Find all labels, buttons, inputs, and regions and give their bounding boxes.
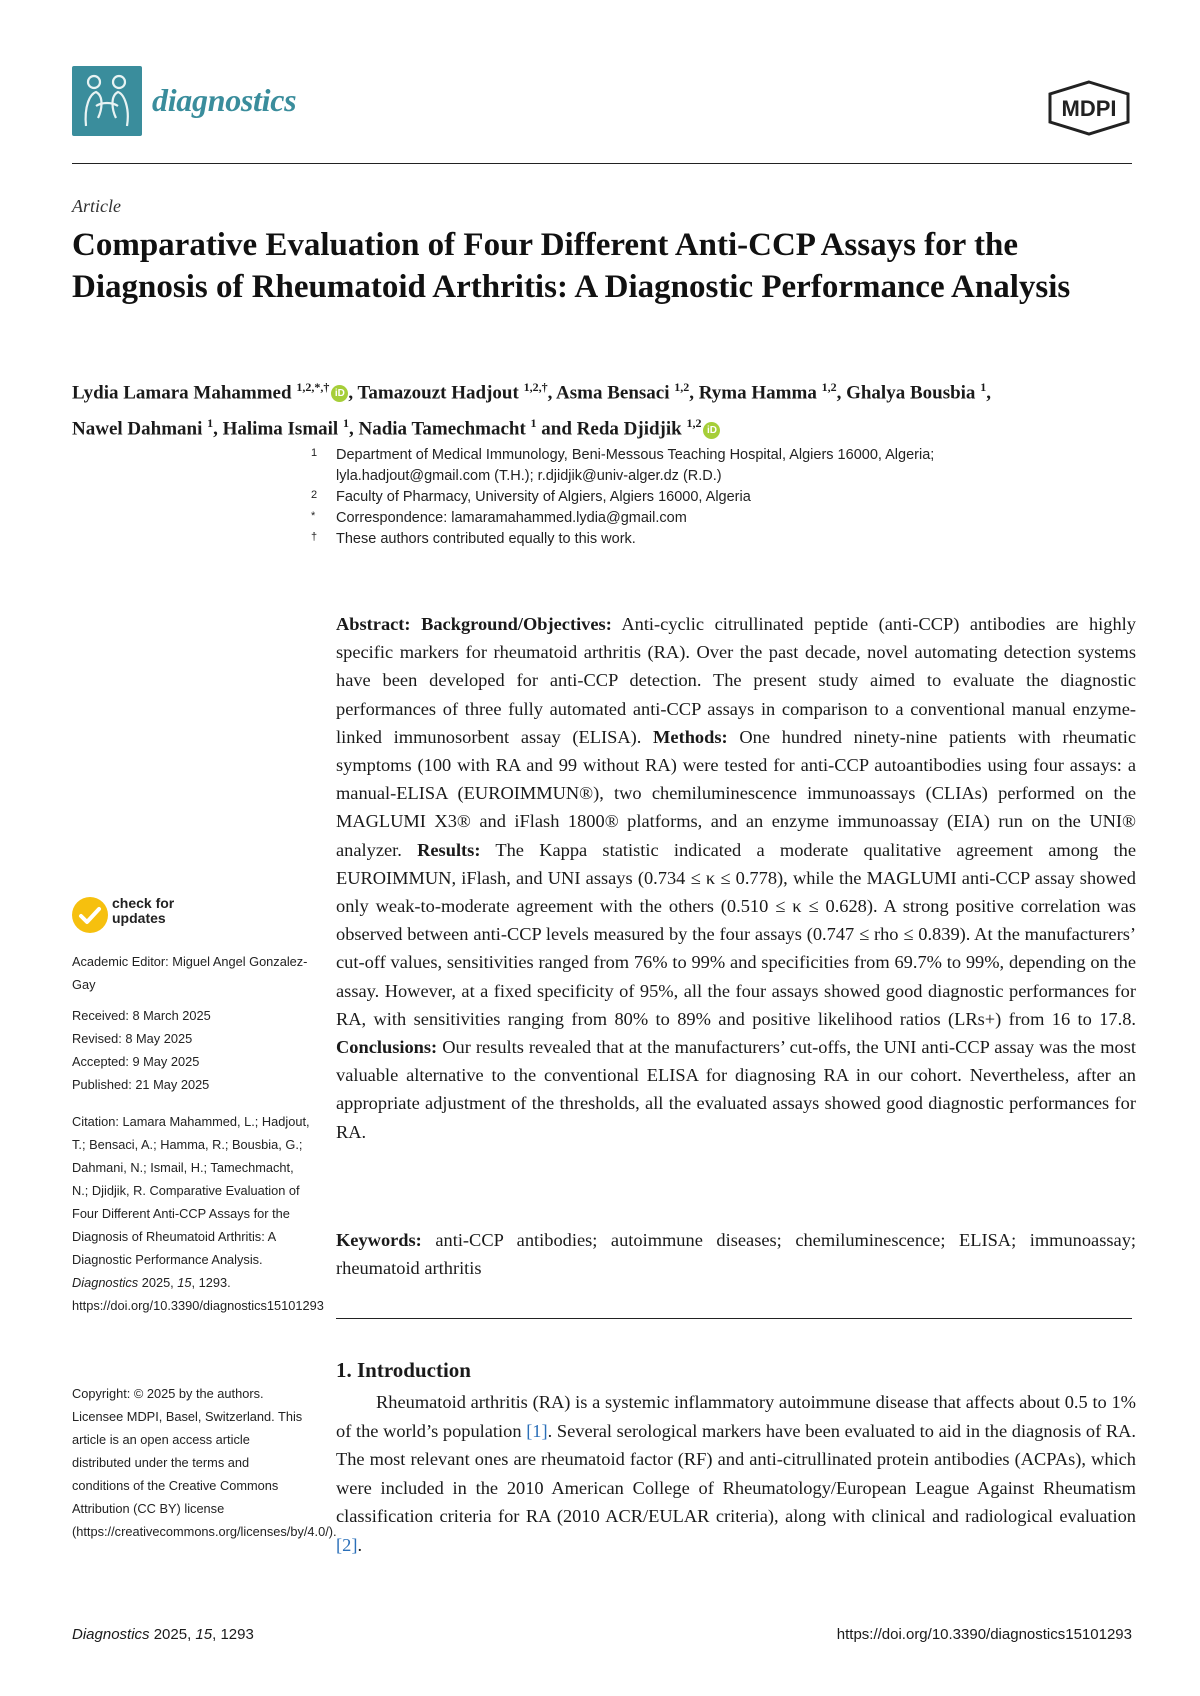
affiliation-text: Correspondence: lamaramahammed.lydia@gmail.com (336, 510, 687, 526)
affiliation-text: lyla.hadjout@gmail.com (T.H.); r.djidjik@univ-alger.dz (R.D.) (336, 468, 722, 484)
author-name: , (986, 382, 991, 404)
header-rule (72, 163, 1132, 164)
conclusions-label: Conclusions: (336, 1037, 438, 1058)
affiliation-row (311, 445, 1146, 466)
footer-citation: Diagnostics 2025, 15, 1293 (72, 1626, 254, 1643)
accepted-date: Accepted: 9 May 2025 (72, 1054, 200, 1069)
received-date: Received: 8 March 2025 (72, 1008, 211, 1023)
orcid-icon[interactable]: iD (703, 422, 720, 439)
affiliation-row (311, 529, 1146, 550)
affiliation-text: Faculty of Pharmacy, University of Algiers, Algiers 16000, Algeria (336, 489, 751, 505)
author-affiliation-mark: 1 (530, 416, 537, 431)
introduction-paragraph: Rheumatoid arthritis (RA) is a systemic inflammatory autoimmune disease that affects about 0.5 to 1% of the world’s population [1]. Several serological markers have been evaluated to aid in the diagnosis of RA. The most relevant ones are rheumatoid factor (RF) and anti-citrullinated protein antibodies (ACPAs), which were included in the 2010 American College of Rheumatology/European League Against Rheumatism classification criteria for RA (2010 ACR/EULAR criteria), along with clinical and radiological evaluation [2]. (336, 1392, 1136, 1555)
article-title: Comparative Evaluation of Four Different Anti-CCP Assays for the Diagnosis of Rheumatoid Arthritis: A Diagnostic Performance Analysis (72, 227, 1071, 305)
abstract-rule (336, 1318, 1132, 1319)
author-name: , Tamazouzt Hadjout (348, 382, 524, 404)
author-line-1 (72, 372, 1142, 408)
reference-link-2[interactable]: [2] (336, 1534, 358, 1555)
author-name: , Halima Ismail (213, 418, 343, 440)
author-affiliation-mark: 1,2,† (523, 380, 548, 394)
history-dates (72, 1004, 312, 1096)
background-label: Background/Objectives: (421, 614, 612, 634)
affiliation-mark: 1 (311, 447, 318, 459)
author-name: Lydia Lamara Mahammed (72, 382, 297, 404)
author-name: , Asma Bensaci (547, 382, 675, 404)
check-for-updates-icon[interactable] (72, 897, 108, 933)
keywords (336, 1226, 1136, 1282)
affiliation-row (336, 466, 1146, 487)
academic-editor: Academic Editor: Miguel Angel Gonzalez-Gay (72, 954, 308, 992)
methods-label: Methods: (653, 726, 728, 747)
article-type: Article (72, 196, 121, 216)
author-name: and Reda Djidjik (536, 418, 687, 440)
author-name: , Nadia Tamechmacht (348, 418, 531, 440)
journal-logo (72, 66, 142, 136)
revised-date: Revised: 8 May 2025 (72, 1031, 193, 1046)
author-affiliation-mark: 1,2 (686, 416, 702, 431)
section-heading-introduction: 1. Introduction (336, 1358, 471, 1382)
keywords-label: Keywords: (336, 1230, 422, 1250)
keywords-text: anti-CCP antibodies; autoimmune diseases; chemiluminescence; ELISA; immunoassay; rheumatoid arthritis (336, 1230, 1136, 1279)
published-date: Published: 21 May 2025 (72, 1077, 210, 1092)
reference-link-1[interactable]: [1] (526, 1420, 548, 1441)
affiliation-text: Department of Medical Immunology, Beni-Messous Teaching Hospital, Algiers 16000, Algeria; (336, 447, 935, 463)
publisher-logo (1046, 80, 1132, 136)
author-affiliation-mark: 1 (342, 416, 349, 431)
footer-doi-link[interactable]: https://doi.org/10.3390/diagnostics15101293 (836, 1626, 1132, 1643)
author-name: , Ghalya Bousbia (836, 382, 981, 404)
affiliation-row (311, 508, 1146, 529)
affiliation-text: These authors contributed equally to this work. (336, 531, 636, 547)
affiliation-mark: * (311, 510, 316, 522)
orcid-icon[interactable]: iD (331, 385, 348, 402)
results-label: Results: (417, 839, 481, 860)
author-name: , Ryma Hamma (689, 382, 822, 404)
author-affiliation-mark: 1,2,*,† (296, 380, 330, 394)
author-affiliation-mark: 1 (980, 380, 987, 394)
copyright-notice: Copyright: © 2025 by the authors. Licensee MDPI, Basel, Switzerland. This article is an open access article distributed under the terms and conditions of the Creative Commons Attribution (CC BY) license (https://creativecommons.org/licenses/by/4.0/). (72, 1386, 337, 1539)
check-for-updates-button[interactable]: check for updates (112, 895, 175, 926)
background-text: Anti-cyclic citrullinated peptide (anti-CCP) antibodies are highly specific markers for rheumatoid arthritis (RA). Over the past decade, novel automating detection systems have been developed for anti-CCP detection. The present study aimed to evaluate the diagnostic performances of three fully automated anti-CCP assays in comparison to a conventional manual enzyme-linked immunosorbent assay (ELISA). (336, 614, 1136, 747)
publisher-name: MDPI (1061, 96, 1117, 121)
journal-logo-icon (72, 66, 142, 136)
affiliation-mark: 2 (311, 489, 318, 501)
author-affiliation-mark: 1,2 (674, 380, 690, 394)
author-affiliation-mark: 1 (207, 416, 214, 431)
citation: Citation: Lamara Mahammed, L.; Hadjout, T.; Bensaci, A.; Hamma, R.; Bousbia, G.; Dahmani, N.; Ismail, H.; Tamechmacht, N.; Djidjik, R. Comparative Evaluation of Four Different Anti-CCP Assays for the Diagnosis of Rheumatoid Arthritis: A Diagnostic Performance Analysis. Diagnostics 2025, 15, 1293. https://doi.org/10.3390/diagnostics15101293 (72, 1114, 324, 1313)
conclusions-text: Our results revealed that at the manufacturers’ cut-offs, the UNI anti-CCP assay was the most valuable alternative to the conventional ELISA for diagnosing RA in our cohort. Nevertheless, after an appropriate adjustment of the thresholds, all the evaluated assays showed good diagnostic performances for RA. (336, 1037, 1136, 1142)
author-list (72, 372, 1142, 445)
affiliation-row (311, 487, 1146, 508)
author-name: Nawel Dahmani (72, 418, 208, 440)
author-line-2 (72, 408, 1142, 444)
results-text: The Kappa statistic indicated a moderate qualitative agreement among the EUROIMMUN, iFlash, and UNI assays (0.734 ≤ κ ≤ 0.778), while the MAGLUMI anti-CCP assay showed only weak-to-moderate agreement with the others (0.510 ≤ κ ≤ 0.628). A strong positive correlation was observed between anti-CCP levels measured by the four assays (0.747 ≤ rho ≤ 0.839). At the manufacturers’ cut-off values, sensitivities ranged from 76% to 99% and specificities from 69.7% to 99%, depending on the assay. However, at a fixed specificity of 95%, all the four assays showed good diagnostic performances for RA, with sensitivities ranging from 80% to 89% and positive likelihood ratios (LRs+) from 16 to 17.8. (336, 839, 1136, 1029)
abstract-label: Abstract: (336, 614, 411, 634)
affiliation-mark: † (311, 531, 318, 543)
author-affiliation-mark: 1,2 (821, 380, 837, 394)
abstract (336, 610, 1136, 1146)
methods-text: One hundred ninety-nine patients with rheumatic symptoms (100 with RA and 99 without RA) were tested for anti-CCP autoantibodies using four assays: a manual-ELISA (EUROIMMUN®), two chemiluminescence immunoassays (CLIAs) performed on the MAGLUMI X3® and iFlash 1800® platforms, and an enzyme immunoassay (EIA) run on the UNI® analyzer. (336, 726, 1136, 860)
journal-name: diagnostics (152, 82, 297, 118)
